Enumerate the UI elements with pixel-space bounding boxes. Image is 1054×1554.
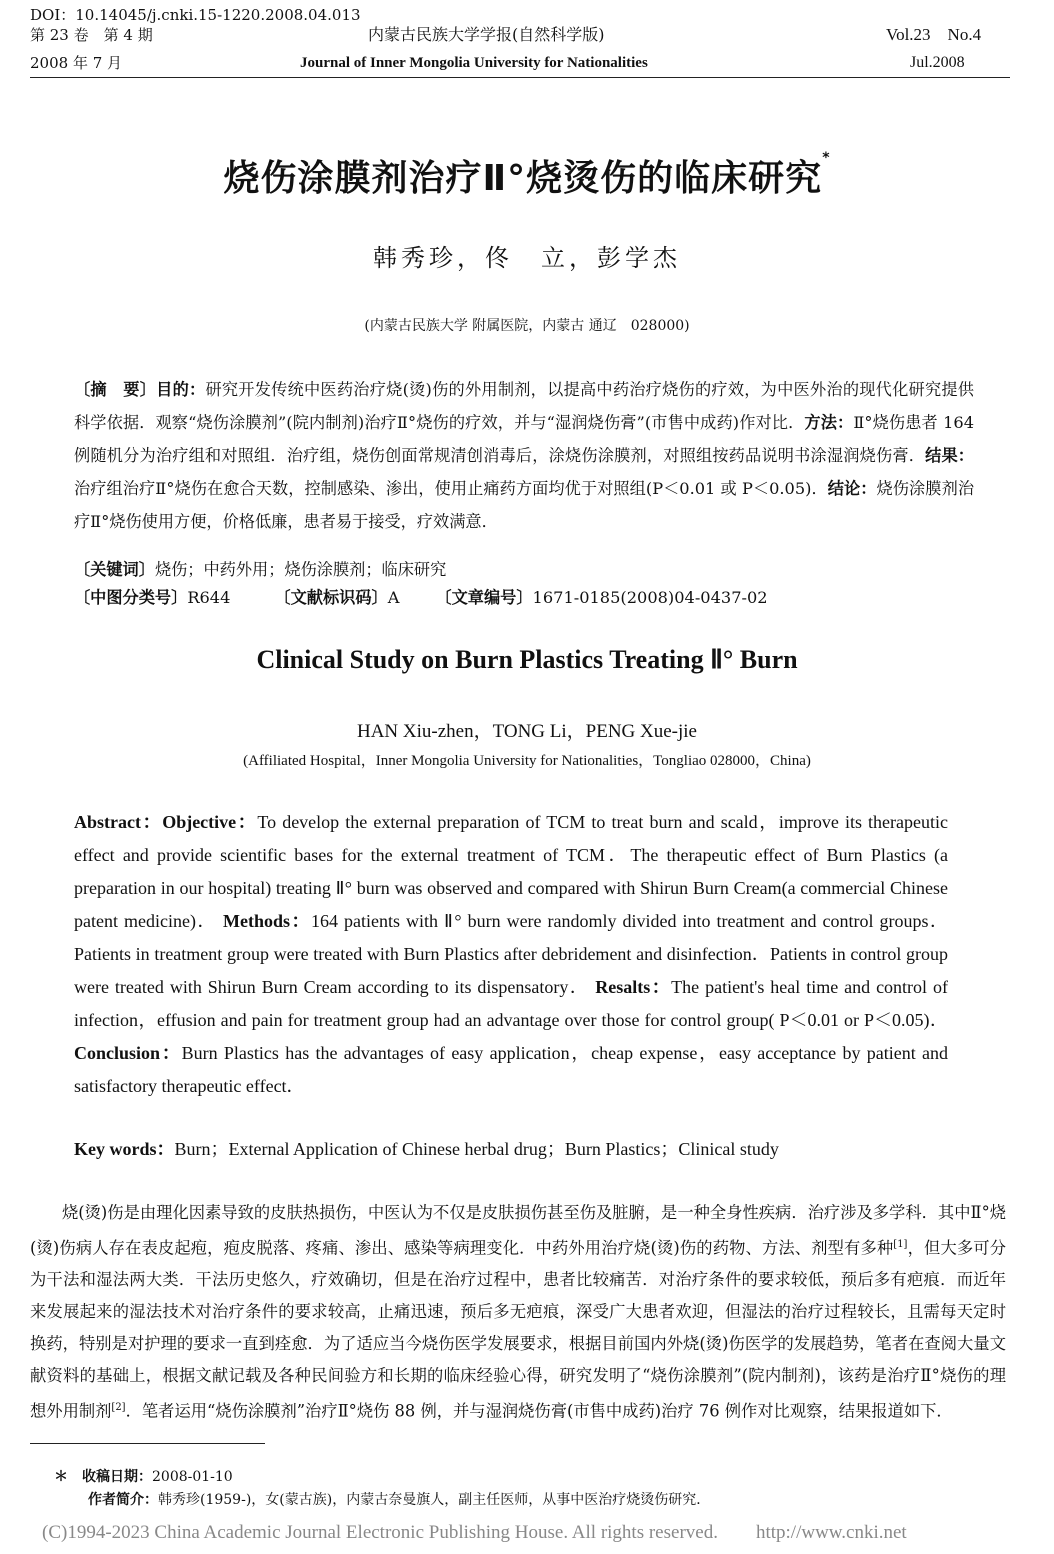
abstract-en-results-label: Resalts： [595,977,672,997]
title-cn-text: 烧伤涂膜剂治疗Ⅱ°烧烫伤的临床研究 [223,158,823,199]
abstract-cn-conclusion-label: 结论： [827,479,877,498]
abstract-en-conclusion: Burn Plastics has the advantages of easy application，cheap expense，easy acceptance by patient and satisfactory therapeutic effect． [74,1043,949,1096]
abstract-cn-conclusion: 烧伤涂膜剂治疗Ⅱ°烧伤使用方便，价格低廉，患者易于接受，疗效满意． [74,479,975,531]
date-en: Jul.2008 [910,54,965,71]
abstract-cn-method: Ⅱ°烧伤患者 164 例随机分为治疗组和对照组．治疗组，烧伤创面常规清创消毒后，涂烧伤涂膜剂，对照组按药品说明书涂湿润烧伤膏． [74,413,974,465]
abstract-cn-result: 治疗组治疗Ⅱ°烧伤在愈合天数，控制感染、渗出，使用止痛药方面均优于对照组(P＜0.01 或 P＜0.05)． [74,479,828,498]
author-bio: 韩秀珍(1959-)，女(蒙古族)，内蒙古奈曼旗人，副主任医师，从事中医治疗烧烫伤研究． [158,1492,711,1508]
keywords-cn-text: 烧伤；中药外用；烧伤涂膜剂；临床研究 [154,560,447,579]
journal-name-en: Journal of Inner Mongolia University for Nationalities [300,55,648,71]
body-text-1: 烧(烫)伤是由理化因素导致的皮肤热损伤，中医认为不仅是皮肤损伤甚至伤及脏腑，是一种全身性疾病．治疗涉及多学科．其中Ⅱ°烧(烫)伤病人存在表皮起疱，疱皮脱落、疼痛、渗出、感染等病理变化．中药外用治疗烧(烫)伤的药物、方法、剂型有多种 [30,1203,1006,1258]
clc-label: 〔中图分类号〕 [74,588,188,607]
keywords-cn [74,556,446,580]
author-bio-label: 作者简介： [88,1492,158,1508]
keywords-en-text: Burn；External Application of Chinese herbal drug；Burn Plastics；Clinical study [174,1139,779,1159]
clc-value: R644 [187,588,231,607]
body-text-3: ．笔者运用“烧伤涂膜剂”治疗Ⅱ°烧伤 88 例，并与湿润烧伤膏(市售中成药)治疗 76 例作对比观察，结果报道如下． [125,1401,953,1421]
received-label: ＊ 收稿日期： [54,1469,152,1485]
doc-code-value: A [387,588,400,607]
footnote-rule [30,1443,265,1444]
authors-en: HAN Xiu-zhen，TONG Li，PENG Xue-jie [356,721,697,742]
keywords-en-label: Key words： [74,1139,175,1159]
received-date: 2008-01-10 [152,1469,233,1485]
abstract-cn-method-label: 方法： [804,413,854,432]
abstract-cn-result-label: 结果： [925,446,974,465]
abstract-cn [74,373,974,538]
abstract-en-methods: 164 patients with Ⅱ° burn were randomly divided into treatment and control groups．Patients in treatment group were treated with Burn Plastics after debridement and disinfection．Patients in control group were treated with Shirun Burn Cream according to its dispensatory． [74,911,949,997]
abstract-en-objective: To develop the external preparation of TCM to treat burn and scald，improve its therapeutic effect and provide scientific bases for the external treatment of TCM．The therapeutic effect of Burn Plastics (a preparation in our hospital) treating Ⅱ° burn was observed and compared with Shirun Burn Cream(a commercial Chinese patent medicine)． [74,812,949,931]
abstract-en-label: Abstract： [74,812,163,832]
abstract-en-objective-label: Objective： [162,812,258,832]
volume-issue-en: Vol.23 No.4 [886,25,982,44]
abstract-cn-objective: 研究开发传统中医药治疗烧(烫)伤的外用制剂，以提高中药治疗烧伤的疗效，为中医外治的现代化研究提供科学依据．观察“烧伤涂膜剂”(院内制剂)治疗Ⅱ°烧伤的疗效，并与“湿润烧伤膏”(市售中成药)作对比． [74,380,974,432]
classification-line [74,584,768,608]
abstract-cn-objective-label: 目的： [156,380,206,399]
cnki-watermark: (C)1994-2023 China Academic Journal Electronic Publishing House. All rights reserved. http://www.cnki.net [42,1522,907,1543]
citation-1[interactable]: [1] [893,1239,908,1250]
abstract-en [74,806,948,1103]
article-id-value: 1671-0185(2008)04-0437-02 [532,588,768,607]
title-en: Clinical Study on Burn Plastics Treating Ⅱ° Burn [256,645,798,674]
article-id-label: 〔文章编号〕 [435,588,533,607]
affiliation-cn: (内蒙古民族大学 附属医院，内蒙古 通辽 028000) [364,318,690,334]
abstract-cn-label: 〔摘 要〕 [74,380,157,399]
doi: DOI：10.14045/j.cnki.15-1220.2008.04.013 [30,6,361,24]
body-paragraph [30,1197,1006,1428]
keywords-cn-label: 〔关键词〕 [74,560,155,579]
journal-name-cn: 内蒙古民族大学学报(自然科学版) [368,25,605,44]
title-cn [0,150,1054,201]
footnote-received [54,1466,233,1486]
body-text-2: ，但大多可分为干法和湿法两大类．干法历史悠久，疗效确切，但是在治疗过程中，患者比较痛苦．对治疗条件的要求较低，预后多有疤痕．而近年来发展起来的湿法技术对治疗条件的要求较高，止痛迅速，预后多无疤痕，深受广大患者欢迎，但湿法的治疗过程较长，且需每天定时换药，特别是对护理的要求一直到痊愈．为了适应当今烧伤医学发展要求，根据目前国内外烧(烫)伤医学的发展趋势，笔者在查阅大量文献资料的基础上，根据文献记载及各种民间验方和长期的临床经验心得，研究发明了“烧伤涂膜剂”(院内制剂)，该药是治疗Ⅱ°烧伤的理想外用制剂 [30,1238,1006,1421]
citation-2[interactable]: [2] [111,1402,126,1414]
footnote-author [88,1489,710,1509]
affiliation-en: (Affiliated Hospital，Inner Mongolia University for Nationalities，Tongliao 028000，China) [243,753,811,769]
abstract-en-conclusion-label: Conclusion： [74,1043,182,1063]
abstract-en-results: The patient's heal time and control of infection，effusion and pain for treatment group had an advantage over those for control group( P＜0.01 or P＜0.05)． [74,977,948,1030]
volume-issue-cn: 第 23 卷 第 4 期 [30,26,153,44]
doc-code-label: 〔文献标识码〕 [274,588,388,607]
header-rule [30,77,1010,78]
title-footnote-mark: * [822,150,831,166]
date-cn: 2008 年 7 月 [30,54,123,72]
abstract-en-methods-label: Methods： [222,911,311,931]
authors-cn: 韩秀珍，佟 立，彭学杰 [373,244,681,272]
keywords-en [74,1135,974,1161]
